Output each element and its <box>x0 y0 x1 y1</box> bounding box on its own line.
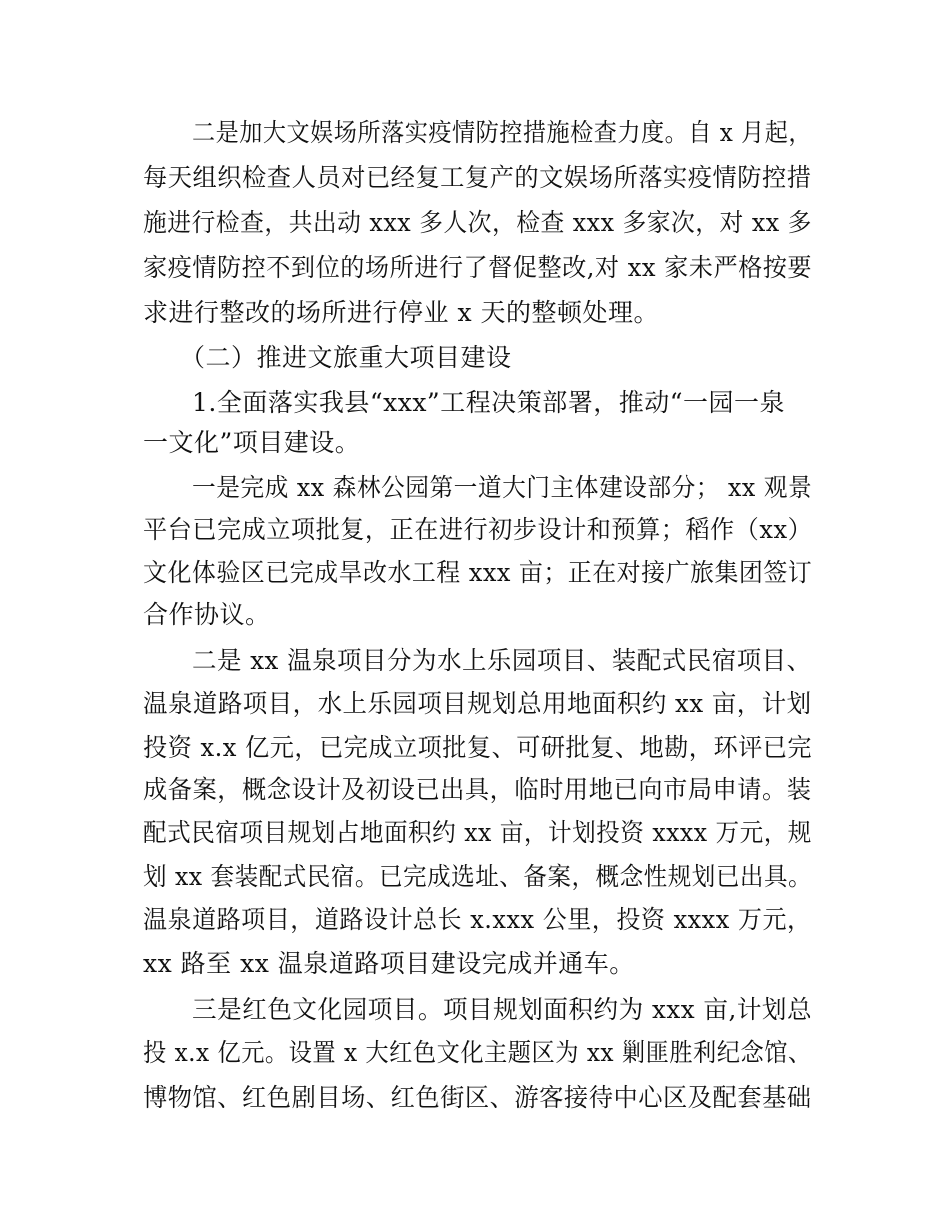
paragraph-line: 家疫情防控不到位的场所进行了督促整改,对 xx 家未严格按要 <box>143 253 813 282</box>
paragraph-line: 温泉道路项目，道路设计总长 x.xxx 公里，投资 xxxx 万元， <box>143 905 812 934</box>
subsection-heading: 1.全面落实我县“xxx”工程决策部署，推动“一园一泉 <box>192 388 785 417</box>
paragraph-line: 配式民宿项目规划占地面积约 xx 亩，计划投资 xxxx 万元，规 <box>143 818 812 847</box>
paragraph-line: 求进行整改的场所进行停业 x 天的整顿处理。 <box>143 298 659 327</box>
paragraph-line: 成备案，概念设计及初设已出具，临时用地已向市局申请。装 <box>143 775 812 804</box>
paragraph-line: xx 路至 xx 温泉道路项目建设完成并通车。 <box>143 949 635 978</box>
paragraph-line: 二是 xx 温泉项目分为水上乐园项目、装配式民宿项目、 <box>192 646 812 675</box>
paragraph-line: 每天组织检查人员对已经复工复产的文娱场所落实疫情防控措 <box>143 163 812 192</box>
subsection-heading: 一文化”项目建设。 <box>143 428 361 457</box>
paragraph-line: 施进行检查，共出动 xxx 多人次，检查 xxx 多家次，对 xx 多 <box>143 208 812 237</box>
paragraph-line: 三是红色文化园项目。项目规划面积约为 xxx 亩,计划总 <box>192 995 813 1024</box>
paragraph-line: 投资 x.x 亿元，已完成立项批复、可研批复、地勘，环评已完 <box>143 733 813 762</box>
section-heading: （二）推进文旅重大项目建设 <box>180 343 512 372</box>
paragraph-line: 温泉道路项目，水上乐园项目规划总用地面积约 xx 亩，计划 <box>143 689 812 718</box>
paragraph-line: 平台已完成立项批复，正在进行初步设计和预算；稻作（xx） <box>143 515 813 544</box>
paragraph-line: 二是加大文娱场所落实疫情防控措施检查力度。自 x 月起， <box>192 118 813 147</box>
paragraph-line: 投 x.x 亿元。设置 x 大红色文化主题区为 xx 剿匪胜利纪念馆、 <box>143 1038 812 1067</box>
paragraph-line: 一是完成 xx 森林公园第一道大门主体建设部分； xx 观景 <box>192 473 813 502</box>
paragraph-line: 文化体验区已完成旱改水工程 xxx 亩；正在对接广旅集团签订 <box>143 558 813 587</box>
paragraph-line: 划 xx 套装配式民宿。已完成选址、备案，概念性规划已出具。 <box>143 862 813 891</box>
paragraph-line: 合作协议。 <box>143 600 271 629</box>
paragraph-line: 博物馆、红色剧目场、红色街区、游客接待中心区及配套基础 <box>143 1083 812 1112</box>
